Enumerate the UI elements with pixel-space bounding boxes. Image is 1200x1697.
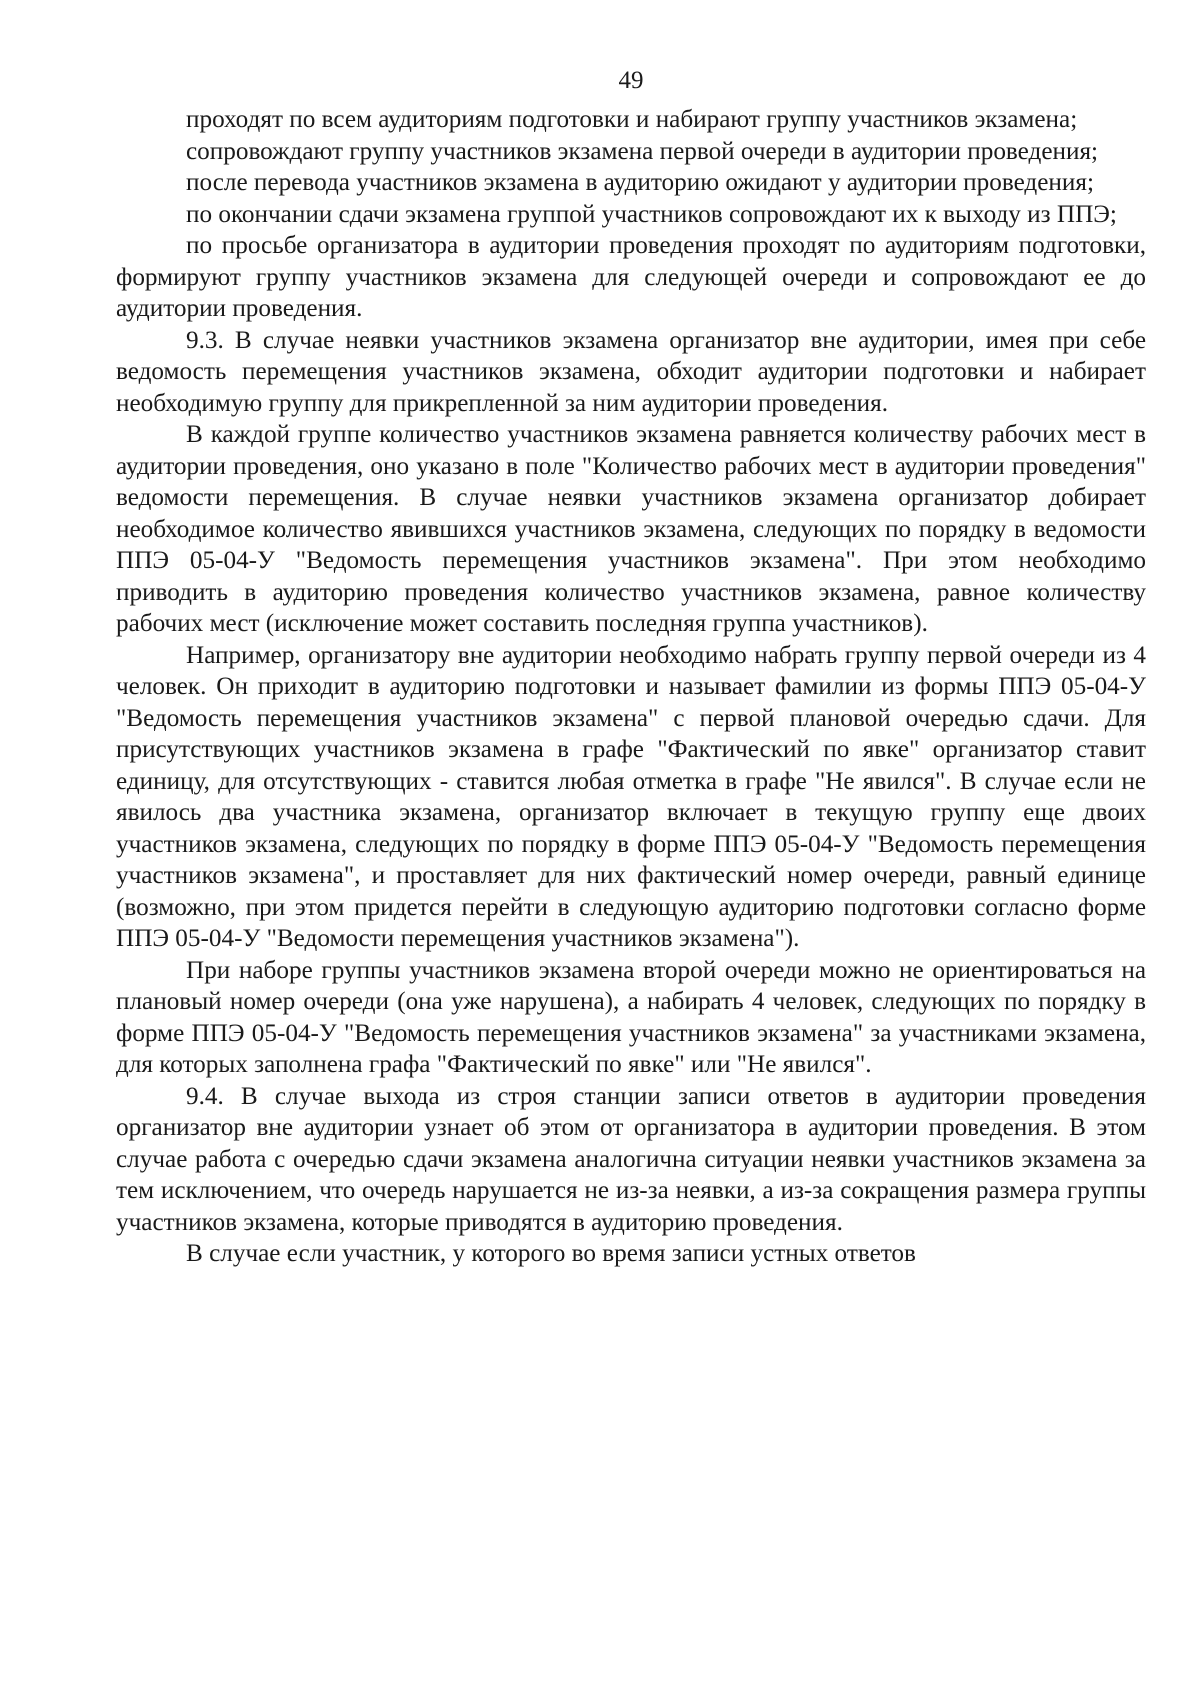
paragraph-6: 9.3. В случае неявки участников экзамена организатор вне аудитории, имея при себе ведомость перемещения участников экзамена, обходит аудитории подготовки и набирает необходимую группу для прикрепленной за ним аудитории проведения.: [116, 326, 1146, 417]
paragraph-5: по просьбе организатора в аудитории проведения проходят по аудиториям подготовки, формируют группу участников экзамена для следующей очереди и сопровождают ее до аудитории проведения.: [116, 232, 1146, 322]
paragraph-3: после перевода участников экзамена в аудиторию ожидают у аудитории проведения;: [186, 169, 1094, 196]
paragraph-8: Например, организатору вне аудитории необходимо набрать группу первой очереди из 4 человек. Он приходит в аудиторию подготовки и называет фамилии из формы ППЭ 05-04-У "Ведомость перемещения участников экзамена" с первой плановой очередью сдачи. Для присутствующих участников экзамена в графе "Фактический по явке" организатор ставит единицу, для отсутствующих - ставится любая отметка в графе "Не явился". В случае если не явилось два участника экзамена, организатор включает в текущую группу еще двоих участников экзамена, следующих по порядку в форме ППЭ 05-04-У "Ведомость перемещения участников экзамена", и проставляет для них фактический номер очереди, равный единице (возможно, при этом придется перейти в следующую аудиторию подготовки согласно форме ППЭ 05-04-У "Ведомости перемещения участников экзамена").: [116, 641, 1146, 952]
document-page: [116, 66, 1146, 1270]
paragraph-2: сопровождают группу участников экзамена первой очереди в аудитории проведения;: [186, 137, 1099, 165]
page-number: 49: [618, 67, 644, 94]
paragraph-1: проходят по всем аудиториям подготовки и набирают группу участников экзамена;: [186, 106, 1078, 133]
paragraph-4: по окончании сдачи экзамена группой участников сопровождают их к выходу из ППЭ;: [186, 200, 1117, 228]
paragraph-7: В каждой группе количество участников экзамена равняется количеству рабочих мест в аудитории проведения, оно указано в поле "Количество рабочих мест в аудитории проведения" ведомости перемещения. В случае неявки участников экзамена организатор добирает необходимое количество явившихся участников экзамена, следующих по порядку в ведомости ППЭ 05-04-У "Ведомость перемещения участников экзамена". При этом необходимо приводить в аудиторию проведения количество участников экзамена, равное количеству рабочих мест (исключение может составить последняя группа участников).: [116, 421, 1146, 637]
paragraph-9: При наборе группы участников экзамена второй очереди можно не ориентироваться на плановый номер очереди (она уже нарушена), а набирать 4 человек, следующих по порядку в форме ППЭ 05-04-У "Ведомость перемещения участников экзамена" за участниками экзамена, для которых заполнена графа "Фактический по явке" или "Не явился".: [116, 956, 1146, 1078]
paragraph-11: В случае если участник, у которого во время записи устных ответов: [186, 1240, 916, 1267]
paragraph-10: 9.4. В случае выхода из строя станции записи ответов в аудитории проведения организатор вне аудитории узнает об этом от организатора в аудитории проведения. В этом случае работа с очередью сдачи экзамена аналогична ситуации неявки участников экзамена за тем исключением, что очередь нарушается не из-за неявки, а из-за сокращения размера группы участников экзамена, которые приводятся в аудиторию проведения.: [116, 1082, 1146, 1236]
